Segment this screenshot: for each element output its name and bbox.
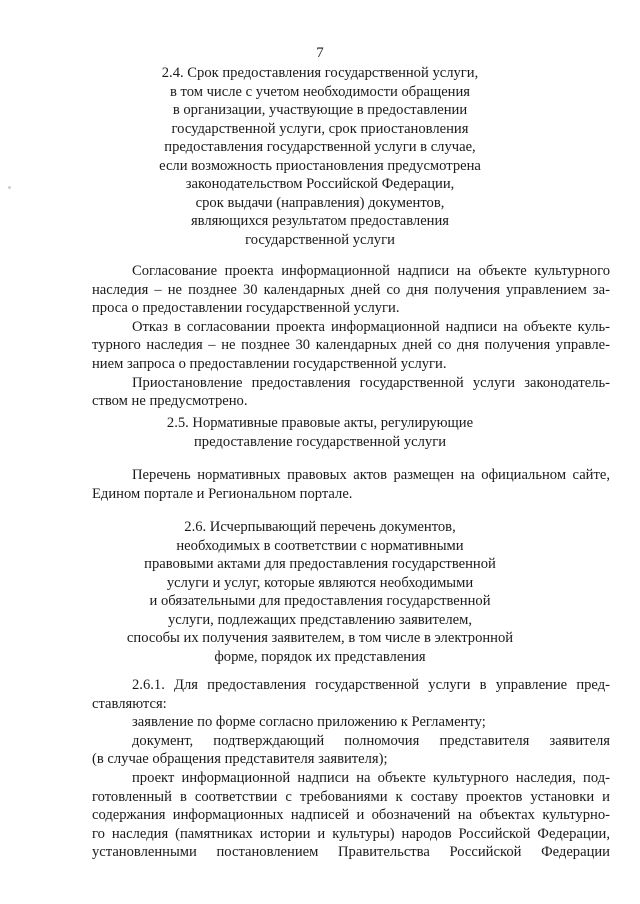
body-line: турного наследия – не позднее 30 календарных дней со дня получения управле- bbox=[92, 337, 610, 354]
heading-line: предоставления государственной услуги в случае, bbox=[164, 139, 476, 155]
section-2-5-heading bbox=[0, 414, 640, 451]
heading-line: услуги, подлежащих представлению заявителем, bbox=[168, 611, 472, 628]
heading-line: срок выдачи (направления) документов, bbox=[195, 194, 445, 211]
heading-line: способы их получения заявителем, в том числе в электронной bbox=[126, 630, 514, 646]
heading-line: 2.5. Нормативные правовые акты, регулирующие bbox=[166, 415, 474, 431]
heading-line: в том числе с учетом необходимости обращения bbox=[169, 83, 471, 100]
section-2-4-heading bbox=[0, 64, 640, 249]
page-number: 7 bbox=[316, 45, 324, 61]
section-2-6-body bbox=[92, 676, 610, 862]
body-line: ставляются: bbox=[92, 695, 167, 712]
heading-line: если возможность приостановления предусмотрена bbox=[159, 157, 481, 174]
heading-line: государственной услуги bbox=[245, 231, 395, 248]
body-line: нием запроса о предоставлении государственной услуги. bbox=[92, 355, 447, 372]
body-line: документ, подтверждающий полномочия представителя заявителя bbox=[132, 732, 610, 749]
heading-line: и обязательными для предоставления государственной bbox=[149, 593, 491, 609]
section-2-5-body bbox=[92, 466, 610, 503]
body-line: Согласование проекта информационной надписи на объекте культурного bbox=[132, 263, 610, 279]
body-line: Приостановление предоставления государственной услуги законодатель- bbox=[132, 374, 610, 391]
heading-line: правовыми актами для предоставления государственной bbox=[144, 556, 496, 572]
body-line: проса о предоставлении государственной услуги. bbox=[92, 300, 400, 317]
heading-line: предоставление государственной услуги bbox=[194, 433, 446, 450]
body-line: готовленный в соответствии с требованиями к составу проектов установки и bbox=[92, 788, 610, 805]
body-line: Едином портале и Региональном портале. bbox=[92, 485, 353, 502]
body-line: содержания информационных надписей и обозначений на объектах культурно- bbox=[92, 807, 610, 824]
heading-line: в организации, участвующие в предоставлении bbox=[172, 102, 468, 118]
body-line: ством не предусмотрено. bbox=[92, 393, 248, 410]
body-line: Отказ в согласовании проекта информационной надписи на объекте куль- bbox=[132, 318, 610, 335]
body-line: Перечень нормативных правовых актов размещен на официальном сайте, bbox=[132, 467, 610, 483]
body-line: установленными постановлением Правительства Российской Федерации bbox=[92, 844, 610, 861]
heading-line: государственной услуги, срок приостановления bbox=[171, 120, 469, 137]
heading-line: форме, порядок их представления bbox=[214, 648, 426, 665]
heading-line: законодательством Российской Федерации, bbox=[185, 176, 455, 192]
body-line: наследия – не позднее 30 календарных дней со дня получения управлением за- bbox=[92, 281, 610, 298]
body-line: го наследия (памятниках истории и культуры) народов Российской Федерации, bbox=[92, 825, 610, 842]
section-2-6-heading bbox=[0, 518, 640, 666]
heading-line: 2.6. Исчерпывающий перечень документов, bbox=[184, 519, 456, 535]
heading-line: необходимых в соответствии с нормативными bbox=[176, 537, 464, 554]
heading-line: услуги и услуг, которые являются необходимыми bbox=[166, 574, 474, 591]
heading-line: 2.4. Срок предоставления государственной услуги, bbox=[161, 65, 479, 81]
body-line: 2.6.1. Для предоставления государственной услуги в управление пред- bbox=[132, 677, 610, 693]
heading-line: являющихся результатом предоставления bbox=[190, 213, 450, 229]
body-line: заявление по форме согласно приложению к Регламенту; bbox=[132, 714, 486, 731]
body-line: (в случае обращения представителя заявителя); bbox=[92, 751, 388, 768]
body-line: проект информационной надписи на объекте культурного наследия, под- bbox=[132, 769, 610, 786]
section-2-4-body bbox=[92, 262, 610, 411]
